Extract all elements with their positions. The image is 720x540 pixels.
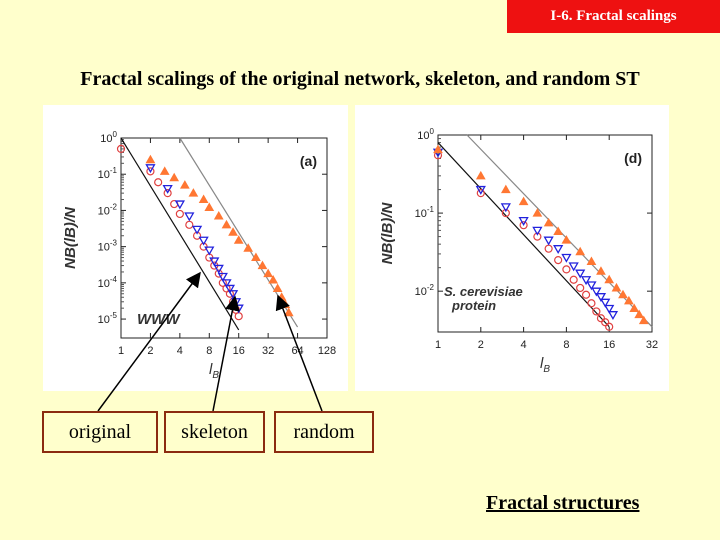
x-tick-label: 4 <box>176 345 183 357</box>
y-tick-label: $10^{-1}$ <box>414 205 434 221</box>
x-tick-label: 16 <box>603 339 616 351</box>
label-skeleton: skeleton <box>164 411 265 453</box>
y-tick-exponent: 0 <box>112 130 117 139</box>
y-tick-exponent: -3 <box>109 238 117 248</box>
x-tick-label: 16 <box>232 345 245 357</box>
slide-section-tag: I-6. Fractal scalings <box>507 0 720 33</box>
x-axis-label-subscript: B <box>543 364 551 375</box>
x-tick-label: 8 <box>206 345 213 357</box>
x-tick-label: 2 <box>147 345 154 357</box>
x-tick-label: 1 <box>434 339 442 351</box>
x-tick-label: 128 <box>317 345 337 357</box>
panel-label: (d) <box>624 150 642 166</box>
y-tick-exponent: -1 <box>109 166 117 176</box>
x-axis-label: $l_B$ <box>539 355 551 375</box>
y-tick-exponent: -4 <box>109 274 117 284</box>
arrow-skeleton <box>213 297 235 411</box>
dataset-annotation: protein <box>452 298 497 313</box>
x-tick-label: 64 <box>291 345 304 357</box>
x-axis-label: $l_B$ <box>208 361 220 381</box>
y-axis-label: NB(lB)/N <box>379 202 396 265</box>
y-tick-exponent: -2 <box>426 283 434 293</box>
label-original: original <box>42 411 158 453</box>
y-tick-label: $10^0$ <box>100 130 117 145</box>
y-tick-exponent: 0 <box>429 127 434 136</box>
y-tick-label: $10^{-2}$ <box>414 283 434 299</box>
y-tick-exponent: -1 <box>426 205 434 215</box>
dataset-annotation: S. cerevisiae <box>444 284 523 299</box>
x-axis-label-subscript: B <box>212 370 220 381</box>
x-tick-label: 32 <box>262 345 275 357</box>
label-random: random <box>274 411 374 453</box>
fractal-structures-link[interactable]: Fractal structures <box>486 492 640 514</box>
y-tick-exponent: -5 <box>109 311 117 321</box>
y-tick-label: $10^{-3}$ <box>97 238 117 254</box>
arrow-random <box>278 296 322 411</box>
y-tick-exponent: -2 <box>109 202 117 212</box>
y-tick-label: $10^{-2}$ <box>97 202 117 218</box>
y-tick-label: $10^{-1}$ <box>97 166 117 182</box>
x-tick-label: 1 <box>117 345 125 357</box>
x-tick-label: 2 <box>477 339 484 351</box>
dataset-annotation: WWW <box>137 311 180 328</box>
y-tick-label: $10^0$ <box>417 127 434 142</box>
arrow-original <box>98 273 200 411</box>
x-tick-label: 8 <box>563 339 570 351</box>
y-tick-label: $10^{-5}$ <box>97 311 117 327</box>
panel-label: (a) <box>299 153 317 169</box>
y-tick-label: $10^{-4}$ <box>97 274 117 290</box>
x-tick-label: 32 <box>645 339 659 351</box>
y-axis-label: NB(lB)/N <box>62 207 79 269</box>
slide-title: Fractal scalings of the original network, skeleton, and random ST <box>80 68 640 90</box>
x-tick-label: 4 <box>520 339 527 351</box>
